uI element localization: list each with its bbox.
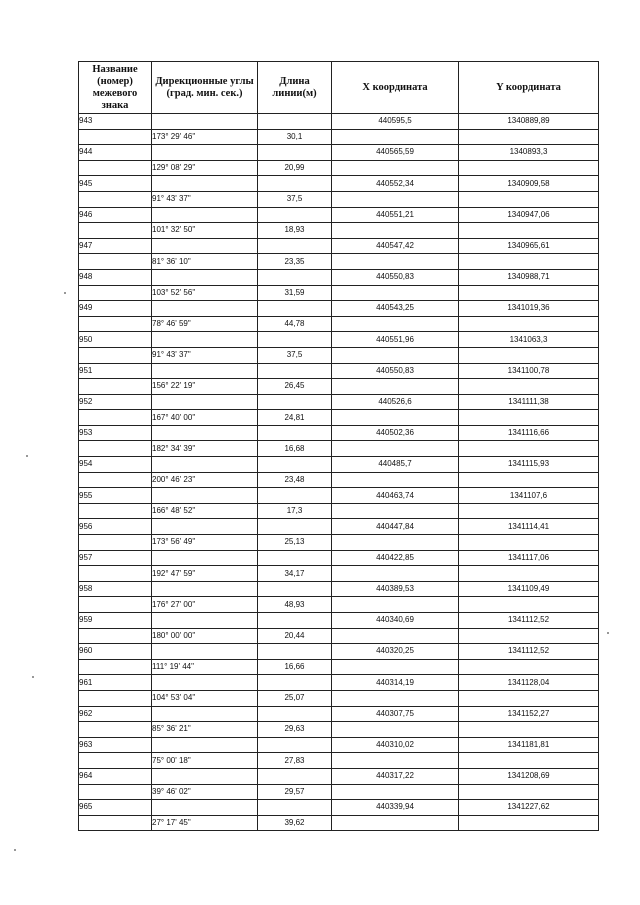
cell-line-length [258,519,332,535]
table-row-boundary-point [79,394,599,410]
cell-line-length: 24,81 [258,410,332,426]
cell-x-coordinate [332,129,459,145]
cell-line-length: 25,07 [258,690,332,706]
cell-x-coordinate [332,659,459,675]
cell-y-coordinate [459,254,599,270]
cell-x-coordinate: 440389,53 [332,581,459,597]
cell-marker-name: 961 [79,675,152,691]
cell-direction-angle [152,488,258,504]
cell-line-length [258,768,332,784]
table-row-segment [79,160,599,176]
cell-direction-angle: 103° 52' 56" [152,285,258,301]
cell-marker-name [79,379,152,395]
cell-y-coordinate: 1341112,52 [459,644,599,660]
cell-y-coordinate: 1341152,27 [459,706,599,722]
cell-line-length [258,550,332,566]
cell-marker-name: 948 [79,269,152,285]
cell-y-coordinate: 1341115,93 [459,457,599,473]
table-row-segment [79,722,599,738]
cell-y-coordinate [459,659,599,675]
cell-y-coordinate [459,223,599,239]
cell-y-coordinate [459,815,599,831]
cell-line-length: 20,99 [258,160,332,176]
cell-marker-name: 950 [79,332,152,348]
table-row-segment [79,223,599,239]
cell-line-length [258,363,332,379]
table-row-segment [79,316,599,332]
table-row-segment [79,441,599,457]
cell-direction-angle [152,269,258,285]
header-direction-angle: Дирекционные углы (град. мин. сек.) [152,62,258,114]
scan-speck [26,455,28,457]
cell-x-coordinate: 440526,6 [332,394,459,410]
cell-x-coordinate: 440340,69 [332,613,459,629]
table-row-boundary-point [79,550,599,566]
cell-y-coordinate: 1340909,58 [459,176,599,192]
cell-x-coordinate: 440595,5 [332,114,459,130]
cell-y-coordinate [459,472,599,488]
table-row-segment [79,410,599,426]
cell-line-length: 37,5 [258,191,332,207]
cell-y-coordinate: 1340965,61 [459,238,599,254]
cell-x-coordinate: 440310,02 [332,737,459,753]
header-x-coordinate: X координата [332,62,459,114]
table-row-boundary-point [79,768,599,784]
table-row-segment [79,753,599,769]
cell-marker-name [79,535,152,551]
cell-x-coordinate: 440551,96 [332,332,459,348]
cell-marker-name [79,784,152,800]
cell-x-coordinate [332,160,459,176]
cell-marker-name: 951 [79,363,152,379]
cell-direction-angle: 101° 32' 50" [152,223,258,239]
cell-marker-name: 958 [79,581,152,597]
table-row-boundary-point [79,675,599,691]
cell-direction-angle: 81° 36' 10" [152,254,258,270]
cell-line-length [258,800,332,816]
cell-direction-angle: 75° 00' 18" [152,753,258,769]
cell-y-coordinate [459,347,599,363]
cell-direction-angle: 182° 34' 39" [152,441,258,457]
cell-x-coordinate [332,472,459,488]
table-header-row [79,62,599,114]
cell-x-coordinate [332,784,459,800]
cell-direction-angle [152,581,258,597]
table-row-boundary-point [79,238,599,254]
cell-y-coordinate [459,753,599,769]
cell-y-coordinate: 1341208,69 [459,768,599,784]
scan-speck [64,292,66,294]
cell-line-length [258,457,332,473]
cell-line-length: 29,63 [258,722,332,738]
table-row-boundary-point [79,457,599,473]
cell-marker-name [79,472,152,488]
cell-y-coordinate [459,597,599,613]
cell-marker-name: 962 [79,706,152,722]
cell-marker-name: 959 [79,613,152,629]
table-row-boundary-point [79,488,599,504]
cell-line-length: 23,35 [258,254,332,270]
cell-line-length: 31,59 [258,285,332,301]
cell-direction-angle: 111° 19' 44" [152,659,258,675]
cell-direction-angle: 173° 56' 49" [152,535,258,551]
cell-x-coordinate [332,254,459,270]
table-row-segment [79,659,599,675]
cell-direction-angle: 39° 46' 02" [152,784,258,800]
cell-y-coordinate: 1341112,52 [459,613,599,629]
cell-direction-angle [152,363,258,379]
cell-marker-name: 965 [79,800,152,816]
cell-marker-name: 954 [79,457,152,473]
cell-y-coordinate [459,722,599,738]
cell-y-coordinate: 1341117,06 [459,550,599,566]
cell-direction-angle: 180° 00' 00" [152,628,258,644]
cell-direction-angle: 167° 40' 00" [152,410,258,426]
cell-y-coordinate: 1341181,81 [459,737,599,753]
cell-y-coordinate: 1340893,3 [459,145,599,161]
cell-marker-name: 946 [79,207,152,223]
scan-speck [32,676,34,678]
cell-marker-name [79,659,152,675]
cell-line-length [258,114,332,130]
cell-x-coordinate [332,597,459,613]
cell-line-length: 18,93 [258,223,332,239]
cell-marker-name [79,690,152,706]
cell-x-coordinate [332,441,459,457]
cell-marker-name: 956 [79,519,152,535]
table-row-boundary-point [79,145,599,161]
cell-x-coordinate [332,628,459,644]
cell-direction-angle: 91° 43' 37" [152,191,258,207]
cell-x-coordinate: 440317,22 [332,768,459,784]
cell-y-coordinate: 1340947,06 [459,207,599,223]
cell-direction-angle [152,332,258,348]
table-row-segment [79,254,599,270]
cell-marker-name: 945 [79,176,152,192]
cell-line-length: 44,78 [258,316,332,332]
cell-y-coordinate [459,566,599,582]
cell-x-coordinate: 440320,25 [332,644,459,660]
cell-x-coordinate [332,223,459,239]
cell-direction-angle [152,768,258,784]
cell-direction-angle: 85° 36' 21" [152,722,258,738]
cell-marker-name: 957 [79,550,152,566]
cell-line-length [258,332,332,348]
cell-direction-angle: 200° 46' 23" [152,472,258,488]
cell-x-coordinate [332,753,459,769]
cell-line-length [258,176,332,192]
cell-direction-angle [152,800,258,816]
table-row-boundary-point [79,800,599,816]
cell-line-length: 17,3 [258,503,332,519]
cell-y-coordinate [459,129,599,145]
table-row-segment [79,815,599,831]
cell-x-coordinate [332,503,459,519]
cell-x-coordinate: 440551,21 [332,207,459,223]
cell-x-coordinate: 440463,74 [332,488,459,504]
cell-line-length: 29,57 [258,784,332,800]
table-row-boundary-point [79,581,599,597]
table-row-boundary-point [79,269,599,285]
cell-marker-name: 953 [79,425,152,441]
cell-x-coordinate: 440552,34 [332,176,459,192]
cell-y-coordinate [459,628,599,644]
cell-line-length [258,644,332,660]
cell-line-length: 16,68 [258,441,332,457]
cell-direction-angle: 27° 17' 45" [152,815,258,831]
table-row-boundary-point [79,644,599,660]
cell-line-length [258,675,332,691]
cell-marker-name: 960 [79,644,152,660]
cell-y-coordinate: 1341116,66 [459,425,599,441]
table-row-boundary-point [79,332,599,348]
cell-marker-name: 952 [79,394,152,410]
cell-line-length [258,238,332,254]
cell-line-length [258,394,332,410]
cell-x-coordinate: 440547,42 [332,238,459,254]
cell-line-length: 39,62 [258,815,332,831]
cell-y-coordinate: 1341107,6 [459,488,599,504]
cell-direction-angle [152,550,258,566]
cell-marker-name [79,566,152,582]
cell-line-length [258,425,332,441]
cell-y-coordinate: 1341109,49 [459,581,599,597]
cell-marker-name [79,722,152,738]
cell-y-coordinate [459,503,599,519]
cell-x-coordinate: 440422,85 [332,550,459,566]
cell-x-coordinate [332,347,459,363]
cell-line-length [258,145,332,161]
cell-x-coordinate: 440314,19 [332,675,459,691]
cell-direction-angle: 176° 27' 00" [152,597,258,613]
scan-speck [14,849,16,851]
cell-direction-angle [152,706,258,722]
cell-y-coordinate [459,285,599,301]
cell-line-length: 34,17 [258,566,332,582]
cell-y-coordinate: 1340889,89 [459,114,599,130]
cell-y-coordinate [459,441,599,457]
table-row-segment [79,566,599,582]
cell-x-coordinate [332,379,459,395]
cell-marker-name [79,191,152,207]
cell-x-coordinate [332,316,459,332]
cell-direction-angle: 104° 53' 04" [152,690,258,706]
cell-line-length [258,269,332,285]
cell-y-coordinate [459,784,599,800]
table-row-boundary-point [79,613,599,629]
cell-y-coordinate [459,316,599,332]
cell-direction-angle [152,425,258,441]
cell-marker-name [79,347,152,363]
table-row-boundary-point [79,737,599,753]
table-row-segment [79,379,599,395]
table-row-boundary-point [79,363,599,379]
cell-line-length: 25,13 [258,535,332,551]
cell-x-coordinate: 440485,7 [332,457,459,473]
table-row-boundary-point [79,301,599,317]
header-marker-name: Название (номер) межевого знака [79,62,152,114]
cell-direction-angle [152,613,258,629]
cell-x-coordinate: 440447,84 [332,519,459,535]
table-row-segment [79,191,599,207]
cell-marker-name [79,223,152,239]
table-row-boundary-point [79,207,599,223]
cell-y-coordinate [459,160,599,176]
cell-direction-angle: 166° 48' 52" [152,503,258,519]
cell-line-length [258,488,332,504]
cell-x-coordinate: 440339,94 [332,800,459,816]
cell-x-coordinate [332,815,459,831]
cell-y-coordinate: 1341128,04 [459,675,599,691]
cell-marker-name [79,628,152,644]
cell-marker-name: 964 [79,768,152,784]
cell-x-coordinate: 440550,83 [332,363,459,379]
cell-marker-name: 947 [79,238,152,254]
cell-direction-angle: 156° 22' 19" [152,379,258,395]
cell-line-length [258,301,332,317]
cell-direction-angle [152,675,258,691]
table-row-segment [79,347,599,363]
cell-marker-name [79,160,152,176]
cell-direction-angle [152,519,258,535]
cell-direction-angle: 173° 29' 46" [152,129,258,145]
table-row-boundary-point [79,114,599,130]
header-y-coordinate: Y координата [459,62,599,114]
table-row-boundary-point [79,176,599,192]
cell-line-length [258,706,332,722]
cell-line-length [258,737,332,753]
cell-x-coordinate: 440543,25 [332,301,459,317]
table-row-boundary-point [79,706,599,722]
cell-line-length [258,581,332,597]
cell-direction-angle [152,394,258,410]
cell-x-coordinate: 440550,83 [332,269,459,285]
cell-marker-name [79,285,152,301]
cell-direction-angle: 129° 08' 29" [152,160,258,176]
cell-direction-angle [152,114,258,130]
cell-y-coordinate [459,191,599,207]
cell-direction-angle [152,301,258,317]
header-line-length: Длина линии(м) [258,62,332,114]
cell-marker-name: 944 [79,145,152,161]
cell-line-length: 48,93 [258,597,332,613]
cell-direction-angle [152,644,258,660]
cell-marker-name [79,753,152,769]
cell-marker-name: 955 [79,488,152,504]
table-row-segment [79,472,599,488]
scan-speck [607,632,609,634]
cell-line-length: 30,1 [258,129,332,145]
cell-line-length: 26,45 [258,379,332,395]
cell-direction-angle [152,145,258,161]
cell-direction-angle [152,238,258,254]
cell-x-coordinate [332,410,459,426]
cell-line-length: 37,5 [258,347,332,363]
cell-direction-angle: 78° 46' 59" [152,316,258,332]
table-row-segment [79,285,599,301]
cell-x-coordinate [332,690,459,706]
table-row-segment [79,129,599,145]
cell-marker-name [79,316,152,332]
cell-y-coordinate [459,690,599,706]
cell-x-coordinate [332,722,459,738]
cell-x-coordinate [332,566,459,582]
cell-marker-name [79,129,152,145]
cell-marker-name: 963 [79,737,152,753]
table-row-boundary-point [79,425,599,441]
cell-marker-name [79,441,152,457]
table-row-segment [79,690,599,706]
cell-direction-angle [152,207,258,223]
cell-y-coordinate: 1340988,71 [459,269,599,285]
cell-y-coordinate [459,379,599,395]
cell-direction-angle: 91° 43' 37" [152,347,258,363]
cell-line-length: 23,48 [258,472,332,488]
cell-line-length: 27,83 [258,753,332,769]
cell-marker-name [79,254,152,270]
cell-x-coordinate: 440565,59 [332,145,459,161]
cell-x-coordinate: 440307,75 [332,706,459,722]
cell-y-coordinate: 1341019,36 [459,301,599,317]
cell-x-coordinate [332,285,459,301]
cell-x-coordinate [332,191,459,207]
cell-line-length [258,613,332,629]
cell-direction-angle: 192° 47' 59" [152,566,258,582]
cell-marker-name: 949 [79,301,152,317]
table-row-segment [79,503,599,519]
cell-y-coordinate: 1341111,38 [459,394,599,410]
cell-x-coordinate: 440502,36 [332,425,459,441]
table-row-segment [79,597,599,613]
cell-y-coordinate [459,410,599,426]
table-row-segment [79,628,599,644]
cell-y-coordinate: 1341114,41 [459,519,599,535]
cell-marker-name [79,503,152,519]
cell-y-coordinate: 1341227,62 [459,800,599,816]
cell-line-length [258,207,332,223]
cell-direction-angle [152,737,258,753]
cell-x-coordinate [332,535,459,551]
cell-marker-name [79,410,152,426]
table-body [79,114,599,831]
cell-marker-name [79,815,152,831]
cell-y-coordinate: 1341100,78 [459,363,599,379]
cell-direction-angle [152,176,258,192]
cell-marker-name [79,597,152,613]
table-row-segment [79,535,599,551]
table-row-boundary-point [79,519,599,535]
boundary-coordinates-table [78,61,599,831]
cell-line-length: 16,66 [258,659,332,675]
cell-y-coordinate: 1341063,3 [459,332,599,348]
table-row-segment [79,784,599,800]
cell-y-coordinate [459,535,599,551]
cell-direction-angle [152,457,258,473]
cell-marker-name: 943 [79,114,152,130]
cell-line-length: 20,44 [258,628,332,644]
